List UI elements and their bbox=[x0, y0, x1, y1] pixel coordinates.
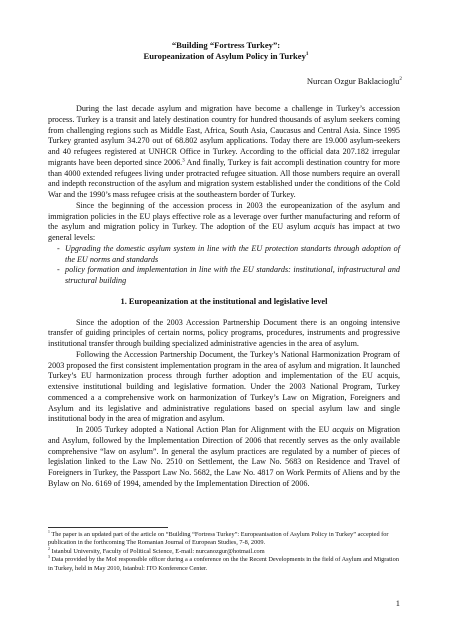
title-line-1: “Building “Fortress Turkey”: bbox=[171, 40, 281, 50]
footnote-ref-1: 1 bbox=[305, 51, 309, 58]
footnote-text: The paper is an updated part of the article on “Building “Fortress Turkey”: Europeanisation of Asylum Policy in Turkey” accepted for publication in the forthcoming The Romanian Journal of European Studies, 7-8, 2009. bbox=[48, 531, 389, 547]
body-text bbox=[48, 104, 400, 490]
author-name: Nurcan Ozgur Baklacioglu bbox=[306, 76, 400, 86]
footnote-ref-2: 2 bbox=[399, 76, 402, 83]
footnote-mark: 2 bbox=[48, 546, 50, 551]
levels-list bbox=[48, 244, 400, 287]
footnote bbox=[48, 531, 400, 548]
paper-title bbox=[90, 40, 362, 62]
list-item-text: policy formation and implementation in line with the EU standards: institutional, infrastructural and structural building bbox=[65, 265, 400, 285]
author-line bbox=[307, 76, 402, 86]
paragraph-1-text-b: And finally, Turkey is fait accompli destination country for more than 4000 extended refugees living under protracted refugee situation. All those numbers require an overall and indepth reconstruction of the asylum and migration system established under the conditions of the Cold War and the 1990’s mass refugee crisis at the southeastern border of Turkey. bbox=[48, 157, 401, 199]
title-line-2 bbox=[90, 51, 362, 62]
footnote bbox=[48, 556, 400, 573]
section-heading: 1. Europeanization at the institutional and legislative level bbox=[120, 296, 328, 306]
footnote-mark: 1 bbox=[48, 529, 50, 534]
footnote-text: Data provided by the MoI responsible officer during a a conference on the the Recent Developments in the field of Asylum and Migration in Turkey, held in May 2010, Istanbul: ITO Konference Center. bbox=[48, 556, 399, 572]
paragraph-5-italic: acquis bbox=[332, 425, 354, 434]
paragraph-1-text-a: During the last decade asylum and migration have become a challenge in Turkey’s accession process. Turkey is a transit and lately destination country for hundred thousands of asylum seekers coming from challenging regions such as Middle East, Africa, South Asia, Caucasus and Central Asia. Since 1995 Turkey granted asylum 34.270 out of 68.802 asylum applications. Today there are 19.000 asylum-seekers and 40 refugees registered at UNHCR Office in Turkey. According to the official data 207.182 irregular migrants have been deported since 2006. bbox=[48, 104, 400, 167]
footnote-mark: 3 bbox=[48, 555, 50, 560]
paragraph-1 bbox=[48, 104, 400, 201]
paragraph-2-text-b: has impact at two general levels: bbox=[48, 222, 400, 242]
paragraph-5-text-a: In 2005 Turkey adopted a National Action Plan for Alignment with the EU bbox=[76, 425, 333, 434]
list-item: - policy formation and implementation in line with the EU standards: institutional, infrastructural and structural building bbox=[57, 265, 400, 285]
footnotes bbox=[48, 531, 400, 573]
footnote-text: Istanbul University, Faculty of Political Science, E-mail: nurcanozgur@hotmail.com bbox=[51, 547, 265, 555]
paragraph-3: Since the adoption of the 2003 Accession Partnership Document there is an ongoing intensive transfer of guiding principles of certain norms, policy programs, procedures, instruments and progressive institutional transfer through building specialized administrative agencies in the area of asylum. bbox=[48, 317, 400, 348]
paragraph-5 bbox=[48, 425, 400, 490]
list-item: - Upgrading the domestic asylum system in line with the EU protection standarts through adoption of the EU norms and standards bbox=[57, 243, 400, 264]
paragraph-2-italic: acquis bbox=[313, 222, 335, 232]
footnote-ref-3: 3 bbox=[182, 158, 185, 164]
paragraph-2-text-a: Since the beginning of the accession process in 2003 the europeanization of the asylum and immigration policies in the EU plays effective role as a leverage over further manufacturing and reform of the asylum and migration policy in Turkey. The adoption of the EU asylum bbox=[48, 200, 400, 232]
footnote-divider bbox=[48, 527, 168, 528]
footnote bbox=[48, 548, 400, 556]
paragraph-4: Following the Accession Partnership Document, the Turkey’s National Harmonization Program of 2003 proposed the first consistent implementation program in the area of asylum and migration. It launched Turkey’s EU harmonization process through further adoption and implementation of the EU acquis, extensive institutional building and legislative formation. Under the 2003 National Program, Turkey commenced a a comprehensive work on harmonization of Turkey’s Law on Migration, Foreigners and Asylum and its legislative and administrative regulations based on special asylum law and single institutional body in the area of migration and asylum. bbox=[48, 349, 400, 424]
list-item-text: Upgrading the domestic asylum system in line with the EU protection standarts through adoption of the EU norms and standards bbox=[65, 243, 400, 264]
paragraph-5-text-b: on Migration and Asylum, followed by the Implementation Direction of 2006 that recently serves as the only available comprehensive “law on asylum”. In general the asylum practices are regulated by a number of pieces of legislation linked to the Law No. 2510 on Settlement, the Law No. 5683 on Residence and Travel of Foreigners in Turkey, the Passport Law No. 5682, the Law No. 4817 on Work Permits of Aliens and by the Bylaw on No. 6169 of 1994, amended by the Implementation Direction of 2006. bbox=[48, 425, 400, 488]
title-line-2-text: Europeanization of Asylum Policy in Turkey bbox=[143, 51, 306, 61]
page-number: 1 bbox=[395, 598, 400, 608]
paragraph-2 bbox=[48, 201, 400, 244]
